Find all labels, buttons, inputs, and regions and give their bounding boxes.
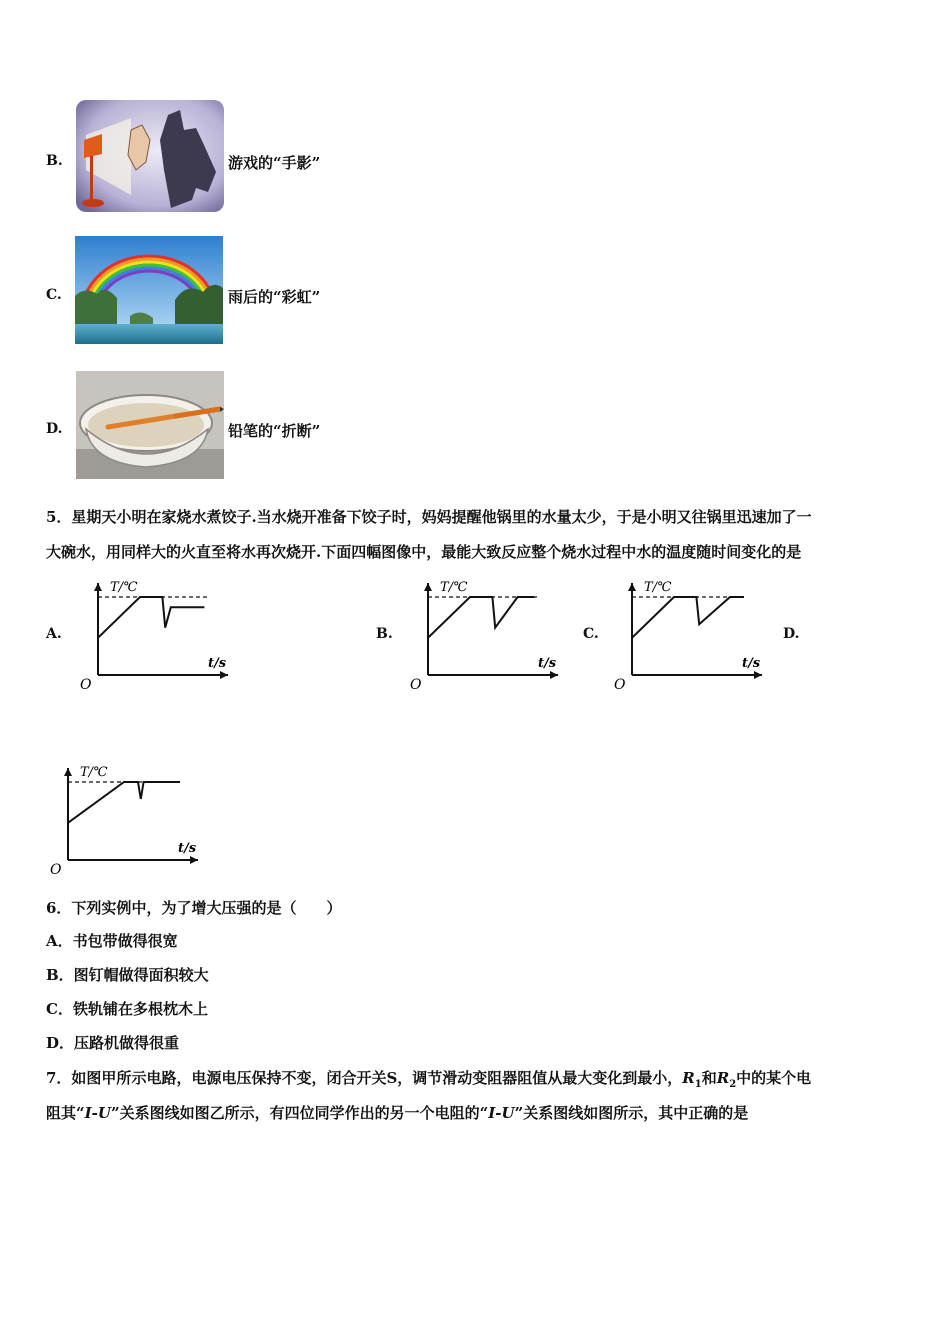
y-axis-arrow: [628, 583, 636, 591]
x-axis-label: t/s: [538, 656, 557, 671]
y-axis-arrow: [94, 583, 102, 591]
q6-option-c: C．铁轨铺在多根枕木上: [46, 1000, 208, 1018]
option-text: 雨后的“彩虹”: [228, 288, 321, 306]
option-label: D.: [46, 421, 63, 437]
y-axis-label: T/℃: [110, 580, 138, 595]
option-label: C.: [46, 287, 62, 303]
y-axis-arrow: [64, 768, 72, 776]
temperature-curve: [428, 597, 534, 638]
pencil-bowl-image: [76, 371, 224, 479]
q5-stem-line1: 5．星期天小明在家烧水煮饺子.当水烧开准备下饺子时，妈妈提醒他锅里的水量太少，于是小明又往锅里迅速加了一: [46, 508, 812, 526]
x-axis-label: t/s: [742, 656, 761, 671]
x-axis-label: t/s: [208, 656, 227, 671]
x-axis-label: t/s: [178, 841, 197, 856]
q5-option-c-label: C.: [583, 626, 599, 642]
graph-c: [610, 575, 770, 695]
option-label: B.: [46, 153, 63, 169]
q5-stem-line2: 大碗水，用同样大的火直至将水再次烧开.下面四幅图像中，最能大致反应整个烧水过程中水的温度随时间变化的是: [46, 543, 802, 561]
q5-option-d-label: D.: [783, 626, 800, 642]
x-axis-arrow: [220, 671, 228, 679]
temperature-curve: [632, 597, 744, 638]
q5-option-b-label: B.: [376, 626, 393, 642]
origin-label: O: [614, 677, 626, 693]
option-text: 铅笔的“折断”: [228, 422, 321, 440]
y-axis-arrow: [424, 583, 432, 591]
y-axis-label: T/℃: [80, 765, 108, 780]
q6-option-b: B．图钉帽做得面积较大: [46, 966, 209, 984]
q6-option-a: A．书包带做得很宽: [46, 932, 178, 950]
q5-option-a-label: A.: [46, 626, 62, 642]
hand-shadow-image: [76, 100, 224, 212]
rainbow-image: [75, 236, 223, 344]
q7-stem-line2: 阻其“I-U”关系图线如图乙所示，有四位同学作出的另一个电阻的“I-U”关系图线如图所示，其中正确的是: [46, 1104, 749, 1122]
q7-stem-line1: 7．如图甲所示电路，电源电压保持不变，闭合开关S，调节滑动变阻器阻值从最大变化到最小，$R_1$和$R_2$中的某个电: [46, 1069, 812, 1090]
x-axis-arrow: [190, 856, 198, 864]
option-text: 游戏的“手影”: [228, 154, 321, 172]
graph-d: [46, 760, 206, 880]
x-axis-arrow: [754, 671, 762, 679]
q6-stem: 6．下列实例中，为了增大压强的是（ ）: [46, 899, 342, 917]
q6-option-d: D．压路机做得很重: [46, 1034, 180, 1052]
temperature-curve: [98, 597, 204, 638]
origin-label: O: [50, 862, 62, 878]
y-axis-label: T/℃: [440, 580, 468, 595]
graph-a: [76, 575, 236, 695]
x-axis-arrow: [550, 671, 558, 679]
origin-label: O: [410, 677, 422, 693]
temperature-curve: [68, 782, 180, 823]
origin-label: O: [80, 677, 92, 693]
y-axis-label: T/℃: [644, 580, 672, 595]
graph-b: [406, 575, 566, 695]
